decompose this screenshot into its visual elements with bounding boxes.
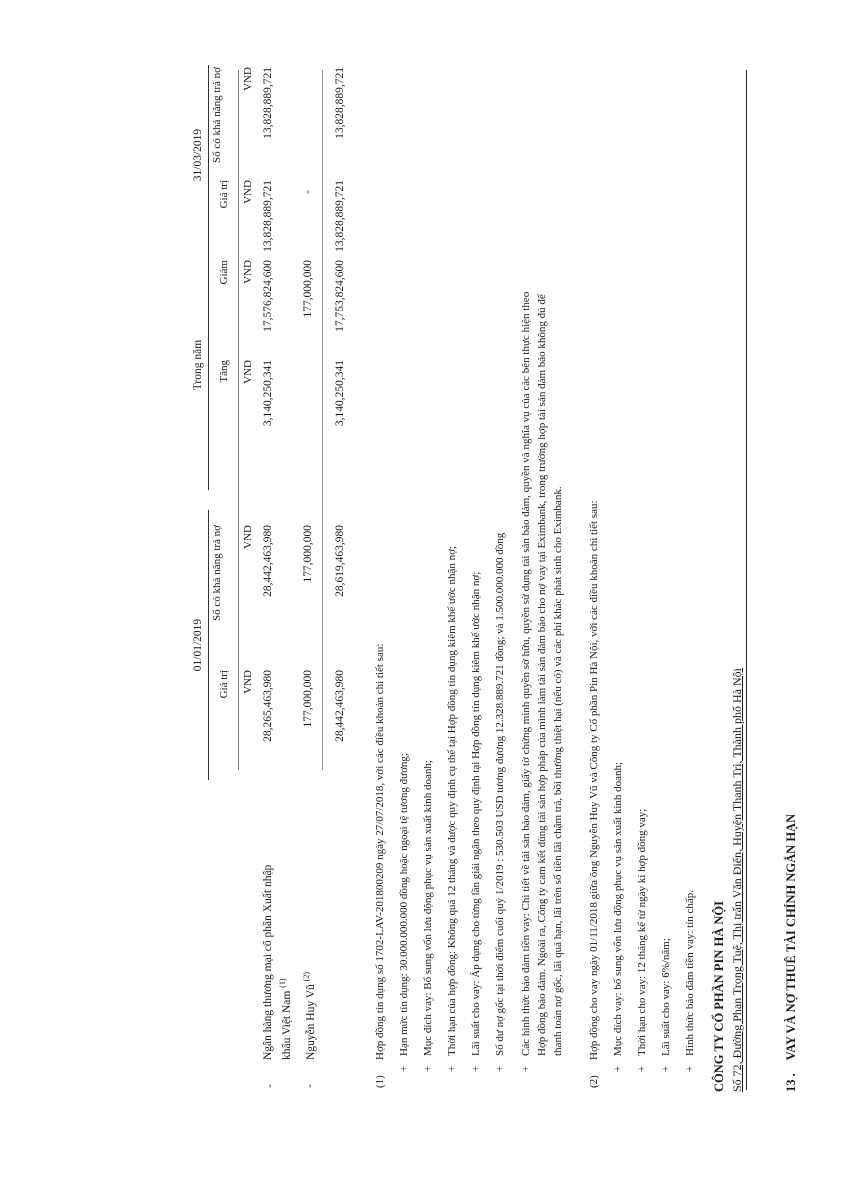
note-item: Số dư nợ gốc tại thời điểm cuối quý 1/2019 : 530.503 USD tương đương 12.328.889.721 đồng; và 1.500.000.000 đồng (494, 532, 506, 1056)
company-name: CÔNG TY CỔ PHẦN PIN HÀ NỘI (712, 901, 726, 1092)
row1-payable-closing: 13,828,889,721 (262, 67, 274, 139)
plus-bullet: + (422, 1065, 434, 1072)
group-underline-year (208, 240, 209, 490)
plus-bullet: + (520, 1065, 532, 1072)
unit-c1: VND (242, 670, 254, 694)
total-value-opening: 28,442,463,980 (334, 670, 346, 742)
note-item: Hạn mức tín dụng: 30.000.000.000 đồng hoặc ngoại tệ tương đương; (398, 753, 410, 1056)
col-header-payable-closing: Số có khả năng trả nợ (211, 67, 223, 163)
row2-value-opening: 177,000,000 (302, 670, 314, 728)
row-label-line2 (278, 978, 293, 1060)
section-number: 13 . (784, 1073, 798, 1092)
footnote-ref: (2) (302, 971, 311, 982)
plus-bullet: + (660, 1065, 672, 1072)
group-underline-closing (208, 65, 209, 245)
unit-c2: VND (242, 525, 254, 549)
row1-increase: 3,140,250,341 (262, 360, 274, 427)
section-title-text: VAY VÀ NỢ THUÊ TÀI CHÍNH NGẮN HẠN (784, 813, 798, 1061)
row-label-text: Nguyễn Huy Vũ (304, 984, 317, 1060)
totals-divider (322, 70, 323, 770)
note-item: Thời hạn cho vay: 12 tháng kể từ ngày kí hợp đồng vay; (636, 808, 648, 1056)
plus-bullet: + (470, 1065, 482, 1072)
unit-c4: VND (242, 260, 254, 284)
row-label-line1: Ngân hàng thương mại cổ phần Xuất nhập (262, 864, 274, 1060)
plus-bullet: + (612, 1065, 624, 1072)
note-item: Mục đích vay: Bổ sung vốn lưu động phục vụ sản xuất kinh doanh; (422, 760, 434, 1056)
col-header-value-closing: Giá trị (218, 180, 230, 209)
section-title (784, 814, 799, 1092)
group-header-year: Trong năm (192, 339, 204, 391)
collateral-line: Các hình thức bảo đảm tiền vay: Chi tiết về tài sản bảo đảm, giấy tờ chứng minh quyền sở hữu, quyền sử dụng tài sản bảo đảm, quyền và nghĩa vụ của các bên thực hiện theo (520, 291, 532, 1056)
note-intro: Hợp đồng cho vay ngày 01/11/2018 giữa ông Nguyễn Huy Vũ và Công ty Cổ phần Pin Hà Nội, với các điều khoản chi tiết sau: (588, 500, 600, 1060)
row-bullet: - (302, 1084, 316, 1088)
plus-bullet: + (398, 1065, 410, 1072)
note-intro: Hợp đồng tín dụng số 1702-LAV-201800209 ngày 27/07/2018, với các điều khoản chi tiết sau: (374, 643, 386, 1060)
row-label-text: khẩu Việt Nam (280, 990, 293, 1060)
col-header-decrease: Giảm (218, 260, 230, 285)
plus-bullet: + (446, 1065, 458, 1072)
group-underline-opening (208, 510, 209, 780)
note-item: Mục đích vay: bổ sung vốn lưu động phục vụ sản xuất kinh doanh; (612, 761, 624, 1056)
note-item: Lãi suất cho vay: Áp dụng cho từng lần giải ngân theo quy định tại Hợp đồng tín dụng kiêm khế ước nhận nợ; (470, 571, 482, 1056)
row-label-line1 (302, 972, 317, 1060)
total-decrease: 17,753,824,600 (334, 260, 346, 332)
total-increase: 3,140,250,341 (334, 360, 346, 427)
unit-c6: VND (242, 67, 254, 91)
group-header-opening: 01/01/2019 (192, 618, 204, 672)
plus-bullet: + (636, 1065, 648, 1072)
note-item: Lãi suất cho vay: 6%/năm; (660, 938, 672, 1056)
row1-value-opening: 28,265,463,980 (262, 670, 274, 742)
header-underline (238, 70, 239, 770)
total-payable-opening: 28,619,463,980 (334, 525, 346, 597)
row2-value-closing: - (302, 190, 314, 194)
unit-c3: VND (242, 360, 254, 384)
note-item: Hình thức bảo đảm tiền vay: tín chấp. (684, 889, 696, 1056)
row1-value-closing: 13,828,889,721 (262, 180, 274, 252)
row1-decrease: 17,576,824,600 (262, 260, 274, 332)
total-value-closing: 13,828,889,721 (334, 180, 346, 252)
row1-payable-opening: 28,442,463,980 (262, 525, 274, 597)
company-address: Số 72, Đường Phan Trọng Tuệ, Thị trấn Văn Điển, Huyện Thanh Trì, Thành phố Hà Nội (730, 668, 744, 1092)
note-item: Thời hạn của hợp đồng: Không quá 12 tháng và được quy định cụ thể tại Hợp đồng tín dụng kiêm khế ước nhận nợ; (446, 546, 458, 1056)
collateral-line: thanh toán nợ gốc, lãi quá hạn, lãi trên số tiền lãi chậm trả, bồi thường thiệt hại (nếu có) và các phí khác phát sinh cho Eximbank. (552, 486, 564, 1056)
col-header-increase: Tăng (218, 360, 230, 383)
row-bullet: - (262, 1084, 276, 1088)
note-marker: (2) (588, 1075, 600, 1088)
header-divider (746, 70, 747, 1090)
plus-bullet: + (684, 1065, 696, 1072)
col-header-value-opening: Giá trị (218, 670, 230, 699)
total-payable-closing: 13,828,889,721 (334, 67, 346, 139)
col-header-payable-opening: Số có khả năng trả nợ (211, 525, 223, 621)
note-marker: (1) (374, 1075, 386, 1088)
footnote-ref: (1) (278, 978, 287, 988)
row2-payable-opening: 177,000,000 (302, 525, 314, 583)
group-header-closing: 31/03/2019 (192, 128, 204, 182)
collateral-line: Hợp đồng bảo đảm. Ngoài ra, Công ty cam kết dùng tài sản hợp pháp của mình làm tài sản đảm bảo cho nợ vay tại Eximbank, trong trường hợp tài sản đảm bảo không đủ để (536, 294, 548, 1056)
row2-decrease: 177,000,000 (302, 260, 314, 318)
unit-c5: VND (242, 180, 254, 204)
plus-bullet: + (494, 1065, 506, 1072)
